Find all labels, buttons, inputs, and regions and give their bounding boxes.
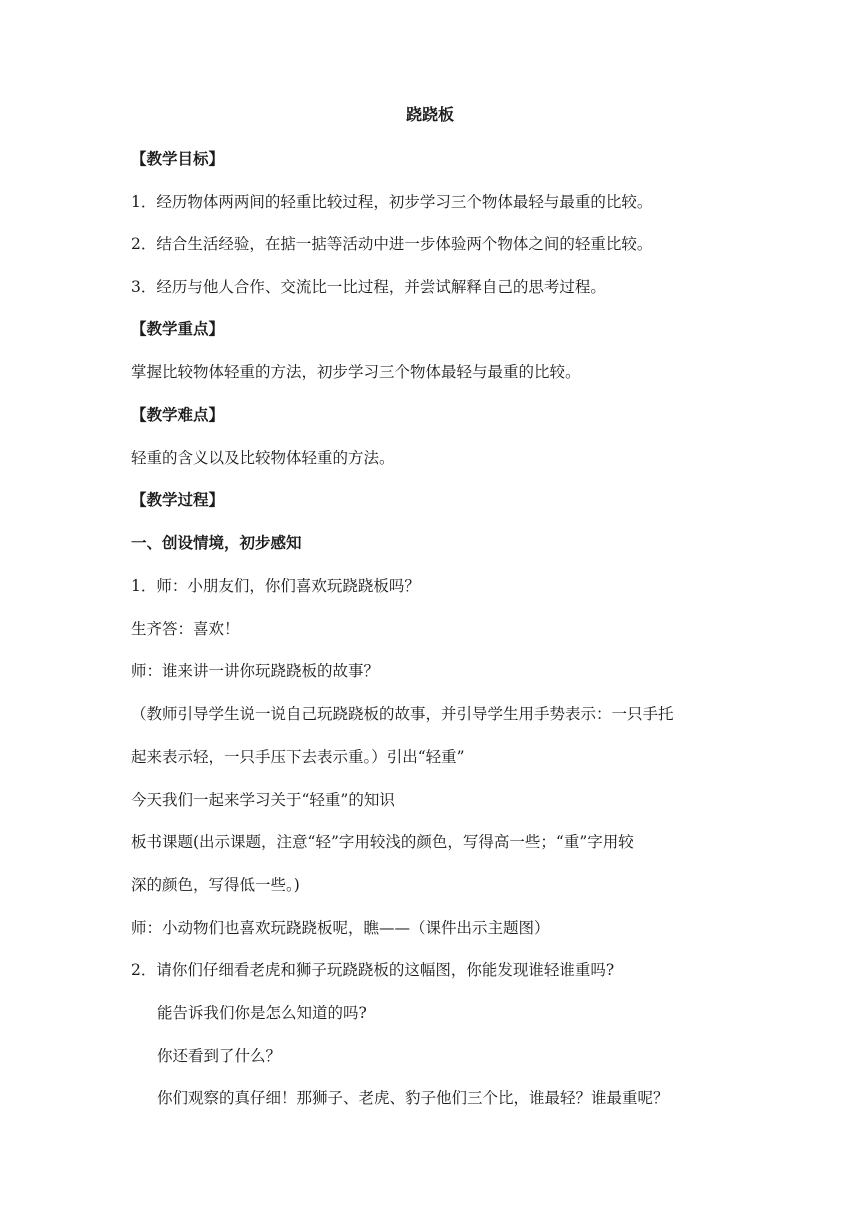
section-heading-key-points: 【教学重点】 bbox=[131, 320, 225, 338]
paragraph-line: 3．经历与他人合作、交流比一比过程，并尝试解释自己的思考过程。 bbox=[131, 278, 606, 296]
paragraph-line: 能告诉我们你是怎么知道的吗? bbox=[157, 1004, 367, 1022]
paragraph-line: 你们观察的真仔细！那狮子、老虎、豹子他们三个比，谁最轻？谁最重呢？ bbox=[157, 1089, 669, 1107]
paragraph-line: 轻重的含义以及比较物体轻重的方法。 bbox=[131, 449, 395, 467]
paragraph-line: 1．经历物体两两间的轻重比较过程，初步学习三个物体最轻与最重的比较。 bbox=[131, 193, 653, 211]
subsection-heading: 一、创设情境，初步感知 bbox=[131, 534, 302, 552]
paragraph-line: 深的颜色，写得低一些。) bbox=[131, 876, 300, 894]
paragraph-line: 板书课题(出示课题，注意“轻”字用较浅的颜色，写得高一些；“重”字用较 bbox=[131, 833, 634, 851]
paragraph-line: 掌握比较物体轻重的方法，初步学习三个物体最轻与最重的比较。 bbox=[131, 363, 581, 381]
paragraph-line: （教师引导学生说一说自己玩跷跷板的故事，并引导学生用手势表示：一只手托 bbox=[131, 705, 674, 723]
paragraph-line: 今天我们一起来学习关于“轻重”的知识 bbox=[131, 791, 395, 809]
paragraph-line: 1．师：小朋友们，你们喜欢玩跷跷板吗？ bbox=[131, 577, 420, 595]
paragraph-line: 你还看到了什么？ bbox=[157, 1047, 282, 1065]
paragraph-line: 生齐答：喜欢！ bbox=[131, 620, 240, 638]
paragraph-line: 2．结合生活经验，在掂一掂等活动中进一步体验两个物体之间的轻重比较。 bbox=[131, 235, 653, 253]
document-title: 跷跷板 bbox=[405, 105, 454, 124]
section-heading-process: 【教学过程】 bbox=[131, 491, 225, 509]
paragraph-line: 2．请你们仔细看老虎和狮子玩跷跷板的这幅图，你能发现谁轻谁重吗? bbox=[131, 961, 615, 979]
section-heading-difficulties: 【教学难点】 bbox=[131, 406, 225, 424]
paragraph-line: 起来表示轻，一只手压下去表示重。）引出“轻重” bbox=[131, 748, 465, 766]
paragraph-line: 师：小动物们也喜欢玩跷跷板呢，瞧——（课件出示主题图） bbox=[131, 919, 550, 937]
section-heading-objectives: 【教学目标】 bbox=[131, 150, 225, 168]
paragraph-line: 师：谁来讲一讲你玩跷跷板的故事？ bbox=[131, 662, 380, 680]
